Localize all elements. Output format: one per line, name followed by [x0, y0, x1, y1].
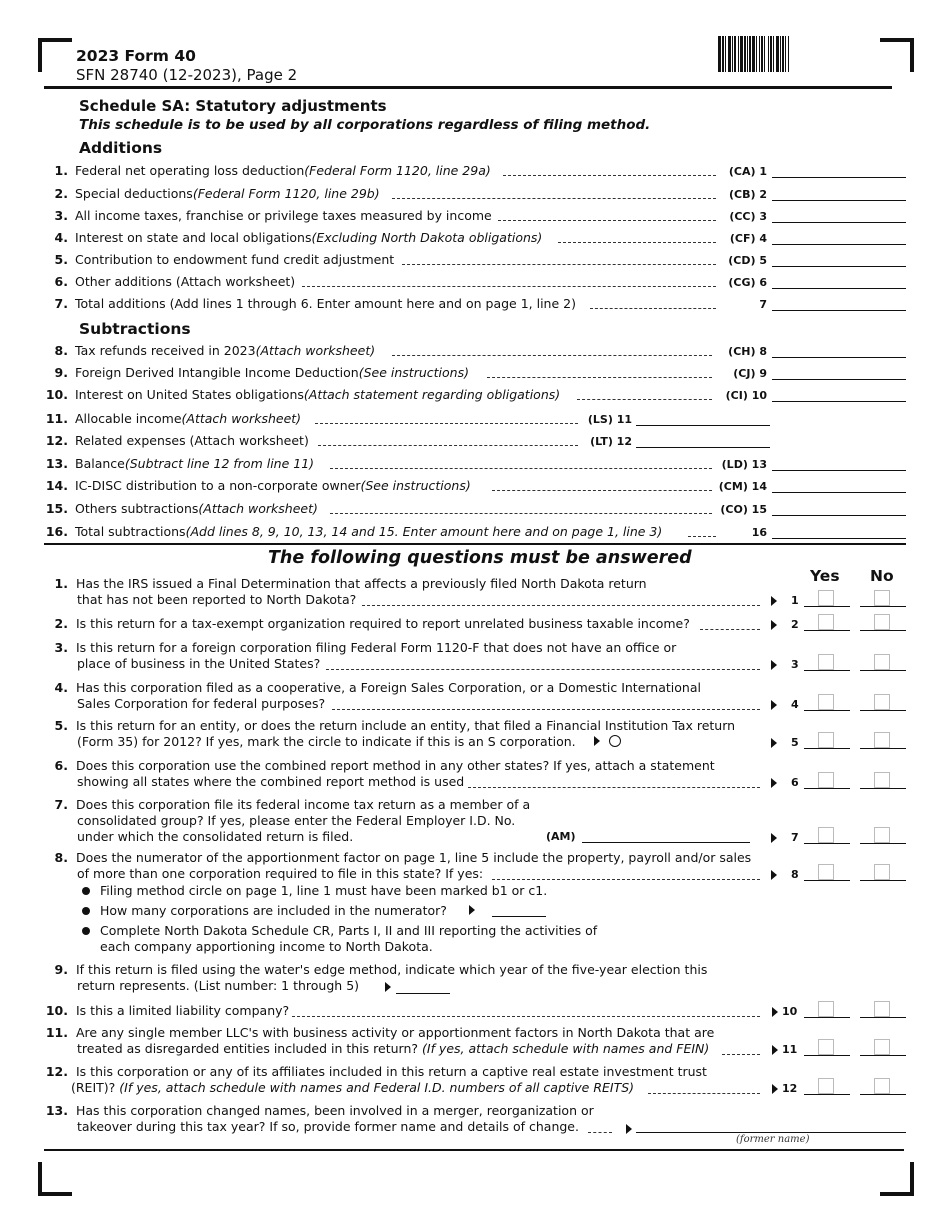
line-label-text: IC-DISC distribution to a non-corporate owner — [75, 478, 361, 493]
question-text-line3: under which the consolidated return is filed. — [77, 829, 354, 844]
leader-dots — [498, 220, 716, 221]
question-text-line2 — [77, 774, 464, 790]
amount-entry-field[interactable] — [772, 357, 906, 358]
arrow-icon — [771, 596, 777, 606]
question-text-line2-main: takeover during this tax year? If so, provide former name and details of change. — [77, 1119, 579, 1134]
no-column-label: No — [870, 567, 894, 585]
bullet-text: each company apportioning income to North Dakota. — [100, 939, 433, 954]
leader-dots — [318, 445, 578, 446]
leader-dots — [558, 242, 716, 243]
no-checkbox[interactable] — [874, 1078, 890, 1094]
line-label-text: All income taxes, franchise or privilege taxes measured by income — [75, 208, 492, 223]
question-text-line2-main: that has not been reported to North Dakota? — [77, 592, 357, 607]
leader-dots — [503, 175, 716, 176]
barcode-icon — [718, 36, 858, 72]
yes-checkbox-line — [804, 880, 850, 881]
line-number: 6. — [54, 274, 68, 289]
schedule-line — [0, 387, 950, 405]
corner-mark-bottom-left — [38, 1162, 72, 1196]
question-text-line1: If this return is filed using the water's edge method, indicate which year of the five-year election this — [76, 962, 708, 977]
leader-dots — [688, 536, 716, 537]
corner-mark-top-right — [880, 38, 914, 72]
question-text-line1: Has this corporation filed as a cooperative, a Foreign Sales Corporation, or a Domestic International — [76, 680, 701, 695]
yes-checkbox[interactable] — [818, 1001, 834, 1017]
line-label-italic: (See instructions) — [358, 365, 469, 380]
no-checkbox[interactable] — [874, 827, 890, 843]
question-text-line2 — [77, 978, 359, 994]
no-checkbox[interactable] — [874, 772, 890, 788]
no-checkbox-line — [860, 843, 906, 844]
question-number: 11. — [45, 1025, 68, 1040]
line-label — [75, 478, 471, 493]
line-label-italic: (Attach statement regarding obligations) — [303, 387, 561, 402]
leader-dots — [362, 605, 760, 606]
amount-entry-field[interactable] — [772, 288, 906, 289]
question-text-line2 — [77, 592, 356, 608]
question-text-line2 — [77, 866, 483, 882]
amount-entry-field[interactable] — [772, 244, 906, 245]
former-name-field[interactable] — [636, 1132, 906, 1133]
question-code: 1 — [791, 594, 799, 607]
question-text-line1: Is this return for an entity, or does the return include an entity, that filed a Financial Institution Tax return — [76, 718, 736, 733]
question-number: 1. — [54, 576, 68, 591]
leader-dots — [392, 355, 712, 356]
yes-checkbox[interactable] — [818, 694, 834, 710]
leader-dots — [492, 490, 712, 491]
line-number: 8. — [54, 343, 68, 358]
yes-checkbox[interactable] — [818, 732, 834, 748]
amount-entry-field[interactable] — [772, 470, 906, 471]
election-year-field[interactable] — [396, 993, 450, 994]
question-number: 10. — [45, 1003, 68, 1018]
question-text-line2-main: consolidated group? If yes, please enter the Federal Employer I.D. No. — [77, 813, 516, 828]
line-code: (CD) 5 — [728, 254, 767, 267]
yes-checkbox-line — [804, 670, 850, 671]
line-number: 9. — [54, 365, 68, 380]
schedule-line — [0, 411, 950, 429]
bullet-icon — [82, 907, 90, 915]
no-checkbox[interactable] — [874, 864, 890, 880]
line-label-text: Other additions (Attach worksheet) — [75, 274, 296, 289]
corner-mark-bottom-right — [880, 1162, 914, 1196]
line-code: (CM) 14 — [718, 480, 767, 493]
arrow-icon — [771, 738, 777, 748]
line-label — [75, 456, 314, 471]
yes-checkbox[interactable] — [818, 590, 834, 606]
yes-checkbox-line — [804, 748, 850, 749]
question-text-line2-main: (Form 35) for 2012? If yes, mark the circle to indicate if this is an S corporation. — [77, 734, 576, 749]
question-text-line1: Has this corporation changed names, been involved in a merger, reorganization or — [76, 1103, 594, 1118]
yes-checkbox-line — [804, 1017, 850, 1018]
question-text-line2-main: (REIT)? — [71, 1080, 120, 1095]
question-text-line1: Is this return for a foreign corporation filing Federal Form 1120-F that does not have an office or — [76, 640, 677, 655]
question-number: 6. — [54, 758, 68, 773]
question-number: 5. — [54, 718, 68, 733]
bullet-icon — [82, 927, 90, 935]
question-number: 2. — [54, 616, 68, 631]
line-number: 12. — [45, 433, 68, 448]
yes-checkbox-line — [804, 710, 850, 711]
line-label — [75, 163, 491, 178]
leader-dots — [332, 709, 760, 710]
question-text-line2 — [71, 1080, 634, 1096]
no-checkbox-line — [860, 748, 906, 749]
schedule-line — [0, 296, 950, 314]
yes-column-label: Yes — [810, 567, 840, 585]
section-rule — [44, 543, 906, 545]
schedule-line — [0, 478, 950, 496]
header-rule — [44, 86, 892, 89]
no-checkbox-line — [860, 670, 906, 671]
leader-dots — [588, 1132, 612, 1133]
am-code: (AM) — [546, 830, 576, 843]
line-label-italic: (See instructions) — [360, 478, 471, 493]
question-text-line2 — [77, 696, 325, 712]
question-text-line1: Has the IRS issued a Final Determination that affects a previously filed North Dakota return — [76, 576, 647, 591]
bullet-icon — [82, 887, 90, 895]
line-label-text: Tax refunds received in 2023 — [75, 343, 256, 358]
leader-dots — [330, 513, 712, 514]
no-checkbox-line — [860, 630, 906, 631]
line-label-italic: (Attach worksheet) — [198, 501, 318, 516]
line-label-italic: (Federal Form 1120, line 29b) — [192, 186, 380, 201]
question-text-line2 — [77, 1041, 709, 1057]
line-label — [75, 387, 560, 402]
no-checkbox[interactable] — [874, 732, 890, 748]
schedule-line — [0, 208, 950, 226]
yes-checkbox-line — [804, 843, 850, 844]
arrow-icon — [771, 620, 777, 630]
line-label-text: Contribution to endowment fund credit adjustment — [75, 252, 395, 267]
question-code: 10 — [782, 1005, 798, 1018]
yes-checkbox[interactable] — [818, 1078, 834, 1094]
no-checkbox[interactable] — [874, 654, 890, 670]
question-text-line2 — [77, 734, 576, 750]
leader-dots — [302, 286, 716, 287]
question-number: 3. — [54, 640, 68, 655]
question-number: 12. — [45, 1064, 68, 1079]
question-code: 4 — [791, 698, 799, 711]
question-text-line2-main: of more than one corporation required to file in this state? If yes: — [77, 866, 484, 881]
no-checkbox-line — [860, 710, 906, 711]
line-label-text: Balance — [75, 456, 125, 471]
arrow-icon — [771, 700, 777, 710]
leader-dots — [468, 787, 760, 788]
line-label-italic: (Add lines 8, 9, 10, 13, 14 and 15. Enter amount here and on page 1, line 3) — [185, 524, 663, 539]
corner-mark-top-left — [38, 38, 72, 72]
line-number: 16. — [45, 524, 68, 539]
former-name-label: (former name) — [736, 1134, 810, 1145]
arrow-icon — [772, 1007, 778, 1017]
line-label-text: Foreign Derived Intangible Income Deduction — [75, 365, 359, 380]
line-label — [75, 501, 318, 516]
amount-entry-field[interactable] — [772, 538, 906, 539]
line-number: 2. — [54, 186, 68, 201]
amount-entry-field[interactable] — [772, 515, 906, 516]
amount-entry-field[interactable] — [772, 492, 906, 493]
line-code: (CB) 2 — [729, 188, 767, 201]
question-number: 8. — [54, 850, 68, 865]
line-label-text: Others subtractions — [75, 501, 199, 516]
line-code: (CH) 8 — [728, 345, 767, 358]
question-text-line2-main: place of business in the United States? — [77, 656, 321, 671]
amount-entry-field[interactable] — [636, 447, 770, 448]
line-label — [75, 433, 309, 448]
amount-entry-field[interactable] — [772, 177, 906, 178]
leader-dots — [315, 423, 578, 424]
line-number: 5. — [54, 252, 68, 267]
line-label-text: Allocable income — [75, 411, 182, 426]
footer-rule — [44, 1149, 904, 1151]
question-code: 5 — [791, 736, 799, 749]
yes-checkbox[interactable] — [818, 1039, 834, 1055]
line-code: 16 — [751, 526, 767, 539]
subtractions-heading: Subtractions — [79, 320, 191, 338]
line-label-italic: (Attach worksheet) — [255, 343, 376, 358]
line-code: (CO) 15 — [720, 503, 767, 516]
yes-checkbox-line — [804, 1094, 850, 1095]
question-number: 4. — [54, 680, 68, 695]
leader-dots — [330, 468, 712, 469]
question-text-line1: Is this return for a tax-exempt organization required to report unrelated business taxable income? — [76, 616, 690, 631]
arrow-icon — [594, 736, 600, 746]
question-number: 7. — [54, 797, 68, 812]
leader-dots — [700, 629, 760, 630]
yes-checkbox[interactable] — [818, 654, 834, 670]
questions-heading: The following questions must be answered — [268, 548, 692, 568]
line-number: 13. — [45, 456, 68, 471]
question-text-line1: Is this a limited liability company? — [76, 1003, 290, 1018]
question-number: 13. — [45, 1103, 68, 1118]
bullet-text: How many corporations are included in the numerator? — [100, 903, 447, 918]
line-label-text: Interest on state and local obligations — [75, 230, 312, 245]
no-checkbox[interactable] — [874, 1001, 890, 1017]
no-checkbox-line — [860, 606, 906, 607]
question-code: 12 — [782, 1082, 798, 1095]
bullet-text: Filing method circle on page 1, line 1 must have been marked b1 or c1. — [100, 883, 548, 898]
leader-dots — [648, 1093, 760, 1094]
question-number: 9. — [54, 962, 68, 977]
line-code: (CC) 3 — [729, 210, 767, 223]
leader-dots — [577, 399, 712, 400]
leader-dots — [292, 1016, 760, 1017]
leader-dots — [326, 669, 760, 670]
line-label — [75, 230, 542, 245]
line-number: 10. — [45, 387, 68, 402]
line-label — [75, 208, 492, 223]
yes-checkbox[interactable] — [818, 827, 834, 843]
no-checkbox-line — [860, 1094, 906, 1095]
amount-entry-field[interactable] — [772, 379, 906, 380]
question-code: 11 — [782, 1043, 798, 1056]
schedule-line — [0, 186, 950, 204]
question-text-line2 — [77, 1119, 579, 1135]
schedule-line — [0, 456, 950, 474]
line-code: (CI) 10 — [725, 389, 767, 402]
line-code: (CJ) 9 — [733, 367, 767, 380]
schedule-line — [0, 230, 950, 248]
yes-checkbox[interactable] — [818, 614, 834, 630]
question-text-line2-main: Sales Corporation for federal purposes? — [77, 696, 326, 711]
leader-dots — [492, 879, 760, 880]
amount-entry-field[interactable] — [772, 310, 906, 311]
line-label — [75, 365, 469, 380]
arrow-icon — [771, 660, 777, 670]
arrow-icon — [626, 1124, 632, 1134]
line-label — [75, 296, 576, 311]
line-label — [75, 274, 295, 289]
line-label-text: Total additions (Add lines 1 through 6. Enter amount here and on page 1, line 2) — [75, 296, 576, 311]
line-label-italic: (Attach worksheet) — [181, 411, 302, 426]
no-checkbox[interactable] — [874, 614, 890, 630]
line-code: (CG) 6 — [728, 276, 767, 289]
line-number: 3. — [54, 208, 68, 223]
arrow-icon — [771, 778, 777, 788]
s-corporation-circle[interactable] — [609, 735, 621, 747]
schedule-title: Schedule SA: Statutory adjustments — [79, 97, 387, 115]
line-code: (LS) 11 — [587, 413, 632, 426]
no-checkbox-line — [860, 1017, 906, 1018]
line-label-italic: (Federal Form 1120, line 29a) — [304, 163, 491, 178]
line-label — [75, 343, 375, 358]
amount-entry-field[interactable] — [636, 425, 770, 426]
no-checkbox-line — [860, 788, 906, 789]
line-label-italic: (Subtract line 12 from line 11) — [124, 456, 315, 471]
bullet-text: Complete North Dakota Schedule CR, Parts I, II and III reporting the activities of — [100, 923, 598, 938]
arrow-icon — [772, 1084, 778, 1094]
arrow-icon — [771, 870, 777, 880]
schedule-line — [0, 274, 950, 292]
question-text-line1: Is this corporation or any of its affiliates included in this return a captive real estate investment trust — [76, 1064, 707, 1079]
schedule-line — [0, 252, 950, 270]
yes-checkbox-line — [804, 1055, 850, 1056]
question-text-line2 — [77, 656, 320, 672]
question-text-line2-main: treated as disregarded entities included in this return? — [77, 1041, 422, 1056]
line-label-text: Federal net operating loss deduction — [75, 163, 305, 178]
line-number: 7. — [54, 296, 68, 311]
yes-checkbox-line — [804, 788, 850, 789]
arrow-icon — [385, 982, 391, 992]
federal-employer-id-field[interactable] — [582, 842, 750, 843]
question-text-line2-italic: (If yes, attach schedule with names and Federal I.D. numbers of all captive REITS) — [119, 1080, 635, 1095]
question-text-line1: Does this corporation use the combined report method in any other states? If yes, attach a statement — [76, 758, 715, 773]
question-text-line2-main: return represents. (List number: 1 through 5) — [77, 978, 360, 993]
yes-checkbox-line — [804, 606, 850, 607]
question-text-line1: Are any single member LLC's with business activity or apportionment factors in North Dakota that are — [76, 1025, 715, 1040]
amount-entry-field[interactable] — [772, 200, 906, 201]
line-code: (LT) 12 — [590, 435, 632, 448]
line-number: 14. — [45, 478, 68, 493]
arrow-icon — [771, 833, 777, 843]
amount-entry-field[interactable] — [772, 266, 906, 267]
additions-heading: Additions — [79, 139, 163, 157]
schedule-line — [0, 365, 950, 383]
schedule-line — [0, 524, 950, 542]
arrow-icon — [469, 905, 475, 915]
question-code: 2 — [791, 618, 799, 631]
question-code: 7 — [791, 831, 799, 844]
line-number: 1. — [54, 163, 68, 178]
line-number: 4. — [54, 230, 68, 245]
amount-entry-field[interactable] — [772, 401, 906, 402]
leader-dots — [590, 308, 716, 309]
no-checkbox-line — [860, 880, 906, 881]
leader-dots — [392, 198, 716, 199]
line-code: (CF) 4 — [729, 232, 767, 245]
line-label-text: Related expenses (Attach worksheet) — [75, 433, 309, 448]
leader-dots — [402, 264, 716, 265]
line-number: 15. — [45, 501, 68, 516]
line-code: (CA) 1 — [728, 165, 767, 178]
schedule-line — [0, 163, 950, 181]
line-number: 11. — [45, 411, 68, 426]
amount-entry-field[interactable] — [772, 222, 906, 223]
question-code: 6 — [791, 776, 799, 789]
line-label-italic: (Excluding North Dakota obligations) — [311, 230, 543, 245]
no-checkbox-line — [860, 1055, 906, 1056]
yes-checkbox[interactable] — [818, 772, 834, 788]
numerator-count-field[interactable] — [492, 916, 546, 917]
no-checkbox[interactable] — [874, 590, 890, 606]
question-text-line2-italic: (If yes, attach schedule with names and FEIN) — [422, 1041, 710, 1056]
line-code: (LD) 13 — [721, 458, 767, 471]
schedule-note: This schedule is to be used by all corporations regardless of filing method. — [79, 117, 651, 133]
question-code: 3 — [791, 658, 799, 671]
line-label — [75, 252, 394, 267]
line-label-text: Special deductions — [75, 186, 193, 201]
schedule-line — [0, 343, 950, 361]
schedule-line — [0, 501, 950, 519]
line-label — [75, 524, 662, 539]
yes-checkbox-line — [804, 630, 850, 631]
yes-checkbox[interactable] — [818, 864, 834, 880]
arrow-icon — [772, 1045, 778, 1055]
form-subtitle: SFN 28740 (12-2023), Page 2 — [76, 66, 298, 84]
line-code: 7 — [759, 298, 767, 311]
leader-dots — [487, 377, 712, 378]
question-text-line2 — [77, 813, 515, 829]
question-code: 8 — [791, 868, 799, 881]
question-text-line1: Does this corporation file its federal income tax return as a member of a — [76, 797, 531, 812]
question-text-line2-main: showing all states where the combined report method is used — [77, 774, 465, 789]
no-checkbox[interactable] — [874, 1039, 890, 1055]
leader-dots — [722, 1054, 760, 1055]
question-text-line1: Does the numerator of the apportionment factor on page 1, line 5 include the property, payroll and/or sales — [76, 850, 752, 865]
schedule-line — [0, 433, 950, 451]
line-label-text: Total subtractions — [75, 524, 186, 539]
no-checkbox[interactable] — [874, 694, 890, 710]
line-label — [75, 186, 380, 201]
form-title: 2023 Form 40 — [76, 47, 196, 65]
line-label-text: Interest on United States obligations — [75, 387, 304, 402]
line-label — [75, 411, 301, 426]
